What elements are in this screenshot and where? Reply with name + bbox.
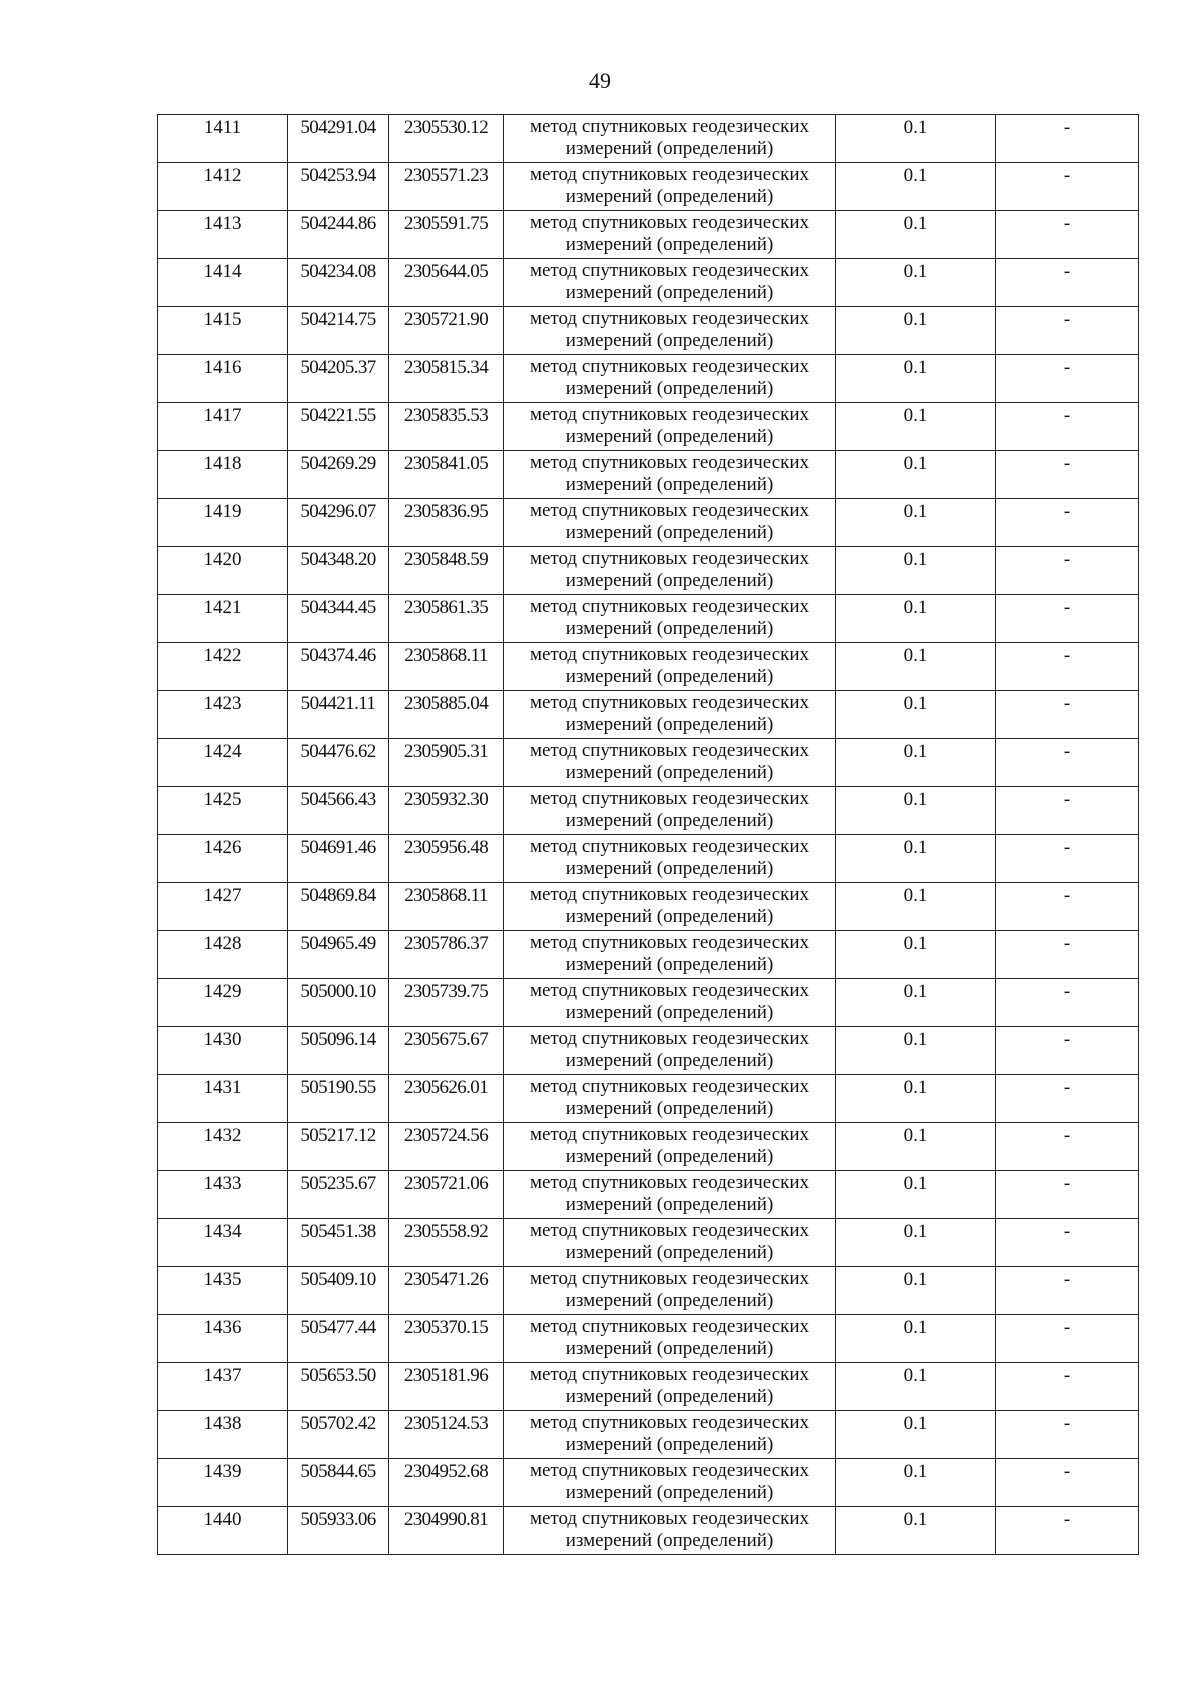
method-line-1: метод спутниковых геодезических <box>529 644 810 665</box>
y-coordinate-cell: 2305868.11 <box>389 643 504 691</box>
method-cell <box>504 403 836 451</box>
table-row <box>158 403 1139 451</box>
method-line-1: метод спутниковых геодезических <box>529 260 810 281</box>
method-cell <box>504 1171 836 1219</box>
accuracy-cell: 0.1 <box>836 595 996 643</box>
method-cell <box>504 931 836 979</box>
note-cell: - <box>996 1363 1139 1411</box>
y-coordinate-cell: 2305868.11 <box>389 883 504 931</box>
y-coordinate-cell: 2305905.31 <box>389 739 504 787</box>
note-cell: - <box>996 835 1139 883</box>
point-number-cell: 1415 <box>158 307 288 355</box>
accuracy-cell: 0.1 <box>836 1123 996 1171</box>
method-line-1: метод спутниковых геодезических <box>529 1460 810 1481</box>
note-cell: - <box>996 1171 1139 1219</box>
page-number: 49 <box>589 68 611 93</box>
accuracy-cell: 0.1 <box>836 835 996 883</box>
accuracy-cell: 0.1 <box>836 451 996 499</box>
note-cell: - <box>996 739 1139 787</box>
method-line-1: метод спутниковых геодезических <box>529 1124 810 1145</box>
method-line-1: метод спутниковых геодезических <box>529 1364 810 1385</box>
note-cell: - <box>996 1411 1139 1459</box>
method-line-2: измерений (определений) <box>565 666 774 687</box>
y-coordinate-cell: 2305835.53 <box>389 403 504 451</box>
x-coordinate-cell: 504221.55 <box>288 403 389 451</box>
method-cell <box>504 307 836 355</box>
table-row <box>158 355 1139 403</box>
method-line-1: метод спутниковых геодезических <box>529 1028 810 1049</box>
note-cell: - <box>996 211 1139 259</box>
method-line-1: метод спутниковых геодезических <box>529 1412 810 1433</box>
note-cell: - <box>996 691 1139 739</box>
note-cell: - <box>996 1123 1139 1171</box>
x-coordinate-cell: 504691.46 <box>288 835 389 883</box>
method-cell <box>504 1075 836 1123</box>
point-number-cell: 1421 <box>158 595 288 643</box>
y-coordinate-cell: 2305626.01 <box>389 1075 504 1123</box>
point-number-cell: 1424 <box>158 739 288 787</box>
method-line-1: метод спутниковых геодезических <box>529 980 810 1001</box>
point-number-cell: 1427 <box>158 883 288 931</box>
point-number-cell: 1426 <box>158 835 288 883</box>
x-coordinate-cell: 504566.43 <box>288 787 389 835</box>
y-coordinate-cell: 2304990.81 <box>389 1507 504 1555</box>
method-cell <box>504 547 836 595</box>
method-line-2: измерений (определений) <box>565 1002 774 1023</box>
point-number-cell: 1428 <box>158 931 288 979</box>
y-coordinate-cell: 2305861.35 <box>389 595 504 643</box>
method-line-1: метод спутниковых геодезических <box>529 116 810 137</box>
accuracy-cell: 0.1 <box>836 1171 996 1219</box>
method-cell <box>504 1507 836 1555</box>
note-cell: - <box>996 1027 1139 1075</box>
x-coordinate-cell: 505217.12 <box>288 1123 389 1171</box>
method-line-1: метод спутниковых геодезических <box>529 740 810 761</box>
y-coordinate-cell: 2305370.15 <box>389 1315 504 1363</box>
x-coordinate-cell: 505451.38 <box>288 1219 389 1267</box>
table-row <box>158 307 1139 355</box>
accuracy-cell: 0.1 <box>836 883 996 931</box>
point-number-cell: 1434 <box>158 1219 288 1267</box>
method-cell <box>504 739 836 787</box>
note-cell: - <box>996 451 1139 499</box>
note-cell: - <box>996 355 1139 403</box>
method-line-1: метод спутниковых геодезических <box>529 1268 810 1289</box>
y-coordinate-cell: 2305724.56 <box>389 1123 504 1171</box>
table-body <box>158 115 1139 1555</box>
x-coordinate-cell: 504214.75 <box>288 307 389 355</box>
point-number-cell: 1438 <box>158 1411 288 1459</box>
table-row <box>158 547 1139 595</box>
point-number-cell: 1431 <box>158 1075 288 1123</box>
x-coordinate-cell: 505844.65 <box>288 1459 389 1507</box>
method-line-1: метод спутниковых геодезических <box>529 884 810 905</box>
x-coordinate-cell: 504476.62 <box>288 739 389 787</box>
method-cell <box>504 1219 836 1267</box>
accuracy-cell: 0.1 <box>836 1267 996 1315</box>
accuracy-cell: 0.1 <box>836 307 996 355</box>
method-line-2: измерений (определений) <box>565 1530 774 1551</box>
method-cell <box>504 499 836 547</box>
x-coordinate-cell: 504344.45 <box>288 595 389 643</box>
method-cell <box>504 595 836 643</box>
point-number-cell: 1417 <box>158 403 288 451</box>
method-cell <box>504 211 836 259</box>
x-coordinate-cell: 505933.06 <box>288 1507 389 1555</box>
table-row <box>158 1459 1139 1507</box>
method-line-1: метод спутниковых геодезических <box>529 1172 810 1193</box>
method-line-1: метод спутниковых геодезических <box>529 500 810 521</box>
table-row <box>158 451 1139 499</box>
y-coordinate-cell: 2305841.05 <box>389 451 504 499</box>
accuracy-cell: 0.1 <box>836 931 996 979</box>
y-coordinate-cell: 2305848.59 <box>389 547 504 595</box>
x-coordinate-cell: 505235.67 <box>288 1171 389 1219</box>
table-row <box>158 979 1139 1027</box>
note-cell: - <box>996 1075 1139 1123</box>
accuracy-cell: 0.1 <box>836 547 996 595</box>
table-row <box>158 211 1139 259</box>
y-coordinate-cell: 2305558.92 <box>389 1219 504 1267</box>
table-row <box>158 835 1139 883</box>
table-row <box>158 1027 1139 1075</box>
method-line-2: измерений (определений) <box>565 1290 774 1311</box>
y-coordinate-cell: 2305571.23 <box>389 163 504 211</box>
x-coordinate-cell: 505702.42 <box>288 1411 389 1459</box>
method-line-2: измерений (определений) <box>565 954 774 975</box>
point-number-cell: 1418 <box>158 451 288 499</box>
method-cell <box>504 355 836 403</box>
table-row <box>158 691 1139 739</box>
method-line-1: метод спутниковых геодезических <box>529 308 810 329</box>
note-cell: - <box>996 307 1139 355</box>
accuracy-cell: 0.1 <box>836 1363 996 1411</box>
method-cell <box>504 163 836 211</box>
method-cell <box>504 451 836 499</box>
x-coordinate-cell: 504253.94 <box>288 163 389 211</box>
table-row <box>158 595 1139 643</box>
x-coordinate-cell: 504291.04 <box>288 115 389 163</box>
y-coordinate-cell: 2305721.90 <box>389 307 504 355</box>
note-cell: - <box>996 883 1139 931</box>
method-line-2: измерений (определений) <box>565 186 774 207</box>
y-coordinate-cell: 2305836.95 <box>389 499 504 547</box>
note-cell: - <box>996 499 1139 547</box>
accuracy-cell: 0.1 <box>836 115 996 163</box>
accuracy-cell: 0.1 <box>836 739 996 787</box>
table-row <box>158 931 1139 979</box>
y-coordinate-cell: 2305885.04 <box>389 691 504 739</box>
accuracy-cell: 0.1 <box>836 1507 996 1555</box>
method-cell <box>504 1411 836 1459</box>
x-coordinate-cell: 504244.86 <box>288 211 389 259</box>
point-number-cell: 1419 <box>158 499 288 547</box>
method-cell <box>504 835 836 883</box>
table-row <box>158 1363 1139 1411</box>
method-line-2: измерений (определений) <box>565 378 774 399</box>
x-coordinate-cell: 505000.10 <box>288 979 389 1027</box>
y-coordinate-cell: 2305956.48 <box>389 835 504 883</box>
table-row <box>158 1507 1139 1555</box>
point-number-cell: 1413 <box>158 211 288 259</box>
note-cell: - <box>996 1507 1139 1555</box>
y-coordinate-cell: 2305181.96 <box>389 1363 504 1411</box>
method-cell <box>504 979 836 1027</box>
point-number-cell: 1432 <box>158 1123 288 1171</box>
note-cell: - <box>996 1459 1139 1507</box>
method-line-1: метод спутниковых геодезических <box>529 932 810 953</box>
y-coordinate-cell: 2305815.34 <box>389 355 504 403</box>
method-line-2: измерений (определений) <box>565 714 774 735</box>
x-coordinate-cell: 504296.07 <box>288 499 389 547</box>
accuracy-cell: 0.1 <box>836 1075 996 1123</box>
note-cell: - <box>996 931 1139 979</box>
method-line-1: метод спутниковых геодезических <box>529 1316 810 1337</box>
y-coordinate-cell: 2305675.67 <box>389 1027 504 1075</box>
table-row <box>158 883 1139 931</box>
method-line-2: измерений (определений) <box>565 810 774 831</box>
table-row <box>158 1171 1139 1219</box>
method-cell <box>504 691 836 739</box>
method-line-2: измерений (определений) <box>565 1098 774 1119</box>
method-line-2: измерений (определений) <box>565 1050 774 1071</box>
y-coordinate-cell: 2305124.53 <box>389 1411 504 1459</box>
point-number-cell: 1411 <box>158 115 288 163</box>
x-coordinate-cell: 504421.11 <box>288 691 389 739</box>
accuracy-cell: 0.1 <box>836 1219 996 1267</box>
x-coordinate-cell: 504234.08 <box>288 259 389 307</box>
accuracy-cell: 0.1 <box>836 979 996 1027</box>
accuracy-cell: 0.1 <box>836 259 996 307</box>
point-number-cell: 1423 <box>158 691 288 739</box>
method-cell <box>504 115 836 163</box>
point-number-cell: 1433 <box>158 1171 288 1219</box>
note-cell: - <box>996 787 1139 835</box>
point-number-cell: 1414 <box>158 259 288 307</box>
point-number-cell: 1425 <box>158 787 288 835</box>
table-row <box>158 739 1139 787</box>
method-line-2: измерений (определений) <box>565 426 774 447</box>
method-cell <box>504 1459 836 1507</box>
note-cell: - <box>996 1267 1139 1315</box>
method-line-2: измерений (определений) <box>565 138 774 159</box>
y-coordinate-cell: 2305530.12 <box>389 115 504 163</box>
method-line-1: метод спутниковых геодезических <box>529 404 810 425</box>
y-coordinate-cell: 2305932.30 <box>389 787 504 835</box>
method-line-2: измерений (определений) <box>565 762 774 783</box>
method-line-2: измерений (определений) <box>565 1146 774 1167</box>
point-number-cell: 1437 <box>158 1363 288 1411</box>
table-row <box>158 787 1139 835</box>
method-line-2: измерений (определений) <box>565 1386 774 1407</box>
accuracy-cell: 0.1 <box>836 403 996 451</box>
accuracy-cell: 0.1 <box>836 1411 996 1459</box>
table-row <box>158 499 1139 547</box>
method-line-2: измерений (определений) <box>565 282 774 303</box>
y-coordinate-cell: 2305739.75 <box>389 979 504 1027</box>
method-cell <box>504 259 836 307</box>
accuracy-cell: 0.1 <box>836 355 996 403</box>
table-row <box>158 1123 1139 1171</box>
x-coordinate-cell: 504205.37 <box>288 355 389 403</box>
method-line-2: измерений (определений) <box>565 1242 774 1263</box>
x-coordinate-cell: 505190.55 <box>288 1075 389 1123</box>
x-coordinate-cell: 504374.46 <box>288 643 389 691</box>
method-line-1: метод спутниковых геодезических <box>529 836 810 857</box>
method-line-1: метод спутниковых геодезических <box>529 1076 810 1097</box>
method-line-2: измерений (определений) <box>565 474 774 495</box>
method-line-1: метод спутниковых геодезических <box>529 1508 810 1529</box>
accuracy-cell: 0.1 <box>836 1027 996 1075</box>
accuracy-cell: 0.1 <box>836 787 996 835</box>
table-row <box>158 115 1139 163</box>
method-line-2: измерений (определений) <box>565 858 774 879</box>
method-line-2: измерений (определений) <box>565 1434 774 1455</box>
method-cell <box>504 1123 836 1171</box>
method-line-1: метод спутниковых геодезических <box>529 596 810 617</box>
point-number-cell: 1435 <box>158 1267 288 1315</box>
method-line-2: измерений (определений) <box>565 1194 774 1215</box>
x-coordinate-cell: 504965.49 <box>288 931 389 979</box>
note-cell: - <box>996 643 1139 691</box>
table-row <box>158 1075 1139 1123</box>
x-coordinate-cell: 505477.44 <box>288 1315 389 1363</box>
method-line-1: метод спутниковых геодезических <box>529 788 810 809</box>
point-number-cell: 1412 <box>158 163 288 211</box>
y-coordinate-cell: 2305591.75 <box>389 211 504 259</box>
table-row <box>158 163 1139 211</box>
note-cell: - <box>996 115 1139 163</box>
method-line-1: метод спутниковых геодезических <box>529 164 810 185</box>
accuracy-cell: 0.1 <box>836 163 996 211</box>
method-cell <box>504 787 836 835</box>
method-line-2: измерений (определений) <box>565 570 774 591</box>
y-coordinate-cell: 2304952.68 <box>389 1459 504 1507</box>
method-cell <box>504 883 836 931</box>
x-coordinate-cell: 504269.29 <box>288 451 389 499</box>
method-line-2: измерений (определений) <box>565 330 774 351</box>
accuracy-cell: 0.1 <box>836 1459 996 1507</box>
point-number-cell: 1430 <box>158 1027 288 1075</box>
x-coordinate-cell: 504869.84 <box>288 883 389 931</box>
note-cell: - <box>996 403 1139 451</box>
accuracy-cell: 0.1 <box>836 691 996 739</box>
note-cell: - <box>996 259 1139 307</box>
method-cell <box>504 1363 836 1411</box>
table-row <box>158 643 1139 691</box>
method-cell <box>504 1315 836 1363</box>
x-coordinate-cell: 504348.20 <box>288 547 389 595</box>
method-line-2: измерений (определений) <box>565 906 774 927</box>
point-number-cell: 1416 <box>158 355 288 403</box>
method-line-2: измерений (определений) <box>565 522 774 543</box>
accuracy-cell: 0.1 <box>836 1315 996 1363</box>
note-cell: - <box>996 1315 1139 1363</box>
method-line-2: измерений (определений) <box>565 1338 774 1359</box>
method-line-1: метод спутниковых геодезических <box>529 692 810 713</box>
accuracy-cell: 0.1 <box>836 499 996 547</box>
method-line-1: метод спутниковых геодезических <box>529 212 810 233</box>
method-line-1: метод спутниковых геодезических <box>529 452 810 473</box>
method-cell <box>504 643 836 691</box>
coordinates-table <box>157 114 1139 1555</box>
table-row <box>158 1411 1139 1459</box>
point-number-cell: 1429 <box>158 979 288 1027</box>
method-line-1: метод спутниковых геодезических <box>529 1220 810 1241</box>
point-number-cell: 1436 <box>158 1315 288 1363</box>
point-number-cell: 1422 <box>158 643 288 691</box>
method-cell <box>504 1267 836 1315</box>
y-coordinate-cell: 2305471.26 <box>389 1267 504 1315</box>
y-coordinate-cell: 2305644.05 <box>389 259 504 307</box>
x-coordinate-cell: 505653.50 <box>288 1363 389 1411</box>
note-cell: - <box>996 1219 1139 1267</box>
point-number-cell: 1440 <box>158 1507 288 1555</box>
note-cell: - <box>996 595 1139 643</box>
method-line-1: метод спутниковых геодезических <box>529 548 810 569</box>
x-coordinate-cell: 505409.10 <box>288 1267 389 1315</box>
note-cell: - <box>996 547 1139 595</box>
method-line-2: измерений (определений) <box>565 1482 774 1503</box>
table-row <box>158 1219 1139 1267</box>
table-row <box>158 259 1139 307</box>
table-row <box>158 1315 1139 1363</box>
y-coordinate-cell: 2305786.37 <box>389 931 504 979</box>
method-cell <box>504 1027 836 1075</box>
point-number-cell: 1420 <box>158 547 288 595</box>
accuracy-cell: 0.1 <box>836 643 996 691</box>
y-coordinate-cell: 2305721.06 <box>389 1171 504 1219</box>
x-coordinate-cell: 505096.14 <box>288 1027 389 1075</box>
note-cell: - <box>996 163 1139 211</box>
method-line-2: измерений (определений) <box>565 618 774 639</box>
point-number-cell: 1439 <box>158 1459 288 1507</box>
accuracy-cell: 0.1 <box>836 211 996 259</box>
table-row <box>158 1267 1139 1315</box>
method-line-1: метод спутниковых геодезических <box>529 356 810 377</box>
method-line-2: измерений (определений) <box>565 234 774 255</box>
note-cell: - <box>996 979 1139 1027</box>
